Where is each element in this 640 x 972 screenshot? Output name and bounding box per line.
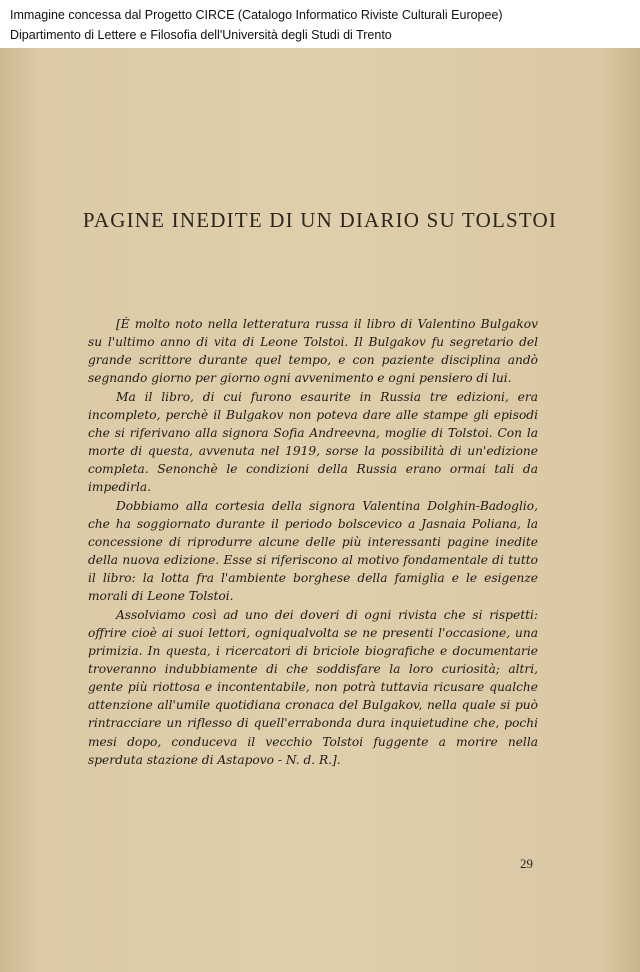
article-body [88,315,538,769]
paragraph-acknowledgement: Dobbiamo alla cortesia della signora Valentina Dolghin-Badoglio, che ha soggiornato durante il periodo bolscevico a Jasnaia Poliana, la concessione di riprodurre alcune delle più interessanti pagine inedite della nuova edizione. Esse si riferiscono al motivo fondamentale di tutto il libro: la lotta fra l'ambiente borghese della famiglia e le esigenze morali di Leone Tolstoi. [88,498,538,604]
page-number: 29 [520,856,533,871]
attribution-header [0,0,640,48]
paragraph-intro: [È molto noto nella letteratura russa il libro di Valentino Bulgakov su l'ultimo anno di vita di Leone Tolstoi. Il Bulgakov fu segretario del grande scrittore durante quel tempo, e con paziente disciplina andò segnando giorno per giorno ogni avvenimento e ogni pensiero di lui. [88,317,538,386]
paragraph-editions: Ma il libro, di cui furono esaurite in Russia tre edizioni, era incompleto, perchè il Bulgakov non poteva dare alle stampe gli episodi che si riferivano alla signora Sofia Andreevna, moglie di Tolstoi. Con la morte di questa, avvenuta nel 1919, sorse la possibilità di un'edizione completa. Senonchè le condizioni della Russia erano ormai tali da impedirla. [88,389,538,495]
article-title: PAGINE INEDITE DI UN DIARIO SU TOLSTOI [82,208,558,232]
attribution-line-1: Immagine concessa dal Progetto CIRCE (Catalogo Informatico Riviste Culturali Europee) [10,8,503,22]
attribution-line-2: Dipartimento di Lettere e Filosofia dell'Università degli Studi di Trento [10,28,392,42]
paragraph-closing: Assolviamo così ad uno dei doveri di ogni rivista che si rispetti: offrire cioè ai suoi lettori, ogniqualvolta se ne presenti l'occasione, una primizia. In questa, i ricercatori di briciole biografiche e documentarie troveranno indubbiamente di che soddisfare la loro curiosità; altri, gente più riottosa e incontentabile, non potrà tuttavia ricusare qualche attenzione all'umile quotidiana cronaca del Bulgakov, nella quale si può rintracciare un riflesso di quell'errabonda dura inquietudine che, pochi mesi dopo, conduceva il vecchio Tolstoi fuggente a morire nella sperduta stazione di Astapovo - N. d. R.]. [88,607,538,767]
